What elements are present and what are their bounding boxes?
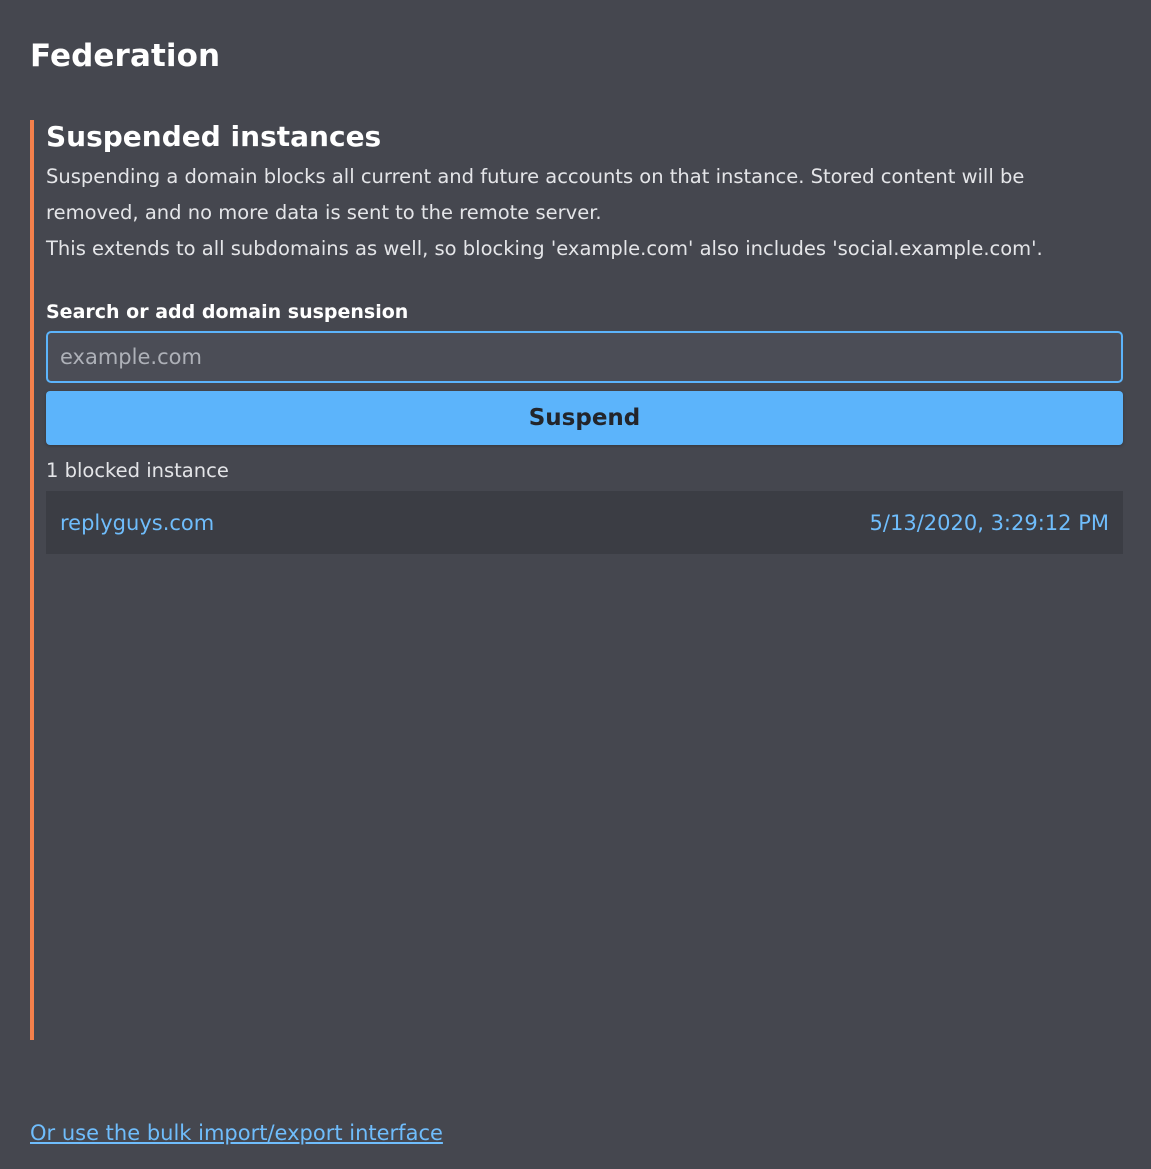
table-row[interactable]	[46, 491, 1123, 554]
blocked-count-label: 1 blocked instance	[46, 459, 229, 482]
instance-blocked-date: 5/13/2020, 3:29:12 PM	[869, 510, 1109, 535]
panel-description	[46, 159, 1106, 267]
panel-description-line-2: This extends to all subdomains as well, so blocking 'example.com' also includes 'social.example.com'.	[46, 237, 1043, 260]
page-title: Federation	[30, 38, 221, 74]
panel-heading: Suspended instances	[46, 120, 382, 153]
domain-field-label: Search or add domain suspension	[46, 301, 409, 323]
suspend-button[interactable]: Suspend	[46, 391, 1123, 445]
domain-search-input[interactable]	[46, 331, 1123, 383]
suspended-instances-panel	[30, 120, 1121, 1040]
bulk-import-export-link[interactable]: Or use the bulk import/export interface	[30, 1121, 443, 1145]
instance-domain-link[interactable]: replyguys.com	[60, 510, 215, 535]
panel-description-line-1: Suspending a domain blocks all current and future accounts on that instance. Stored content will be removed, and no more data is sent to the remote server.	[46, 165, 1025, 224]
